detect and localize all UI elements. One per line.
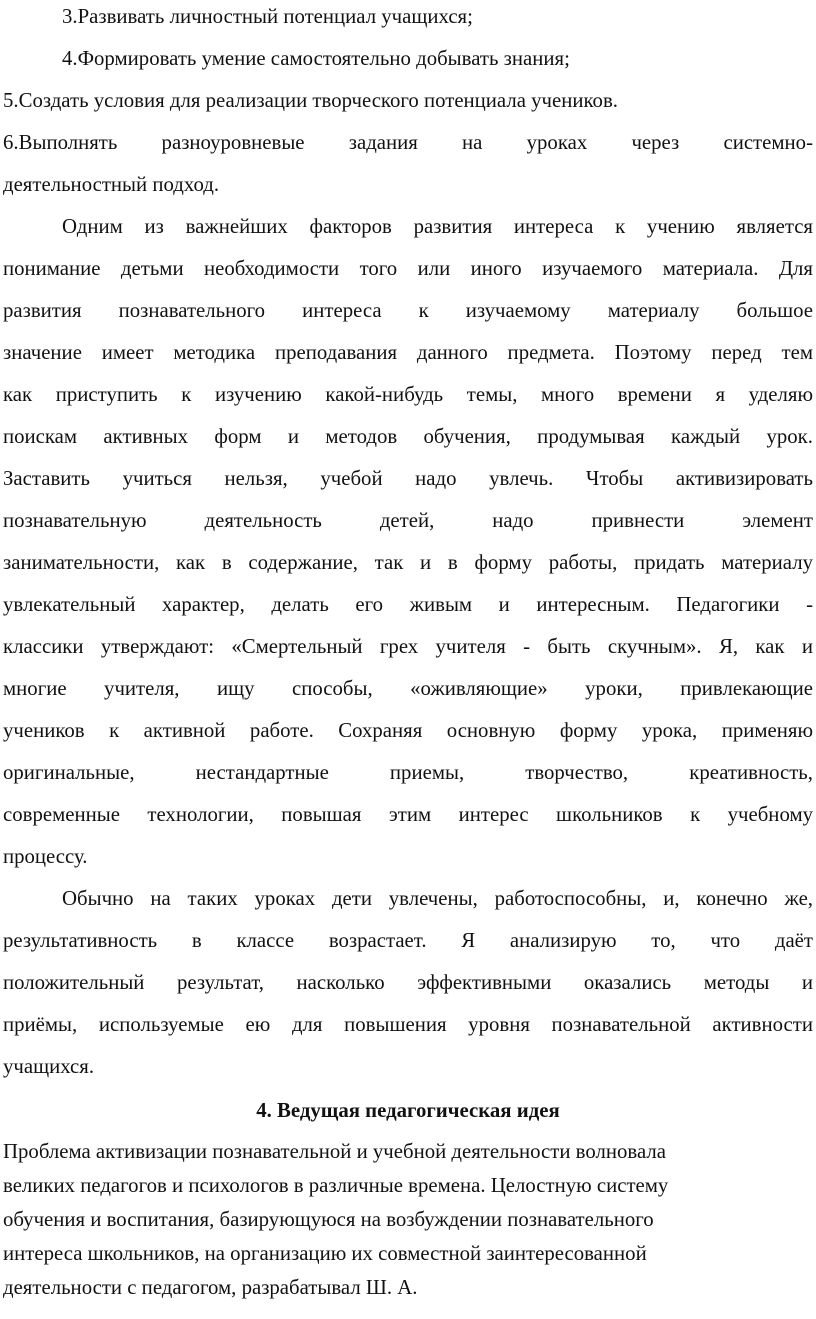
paragraph-1-line: познавательную деятельность детей, надо привнести элемент bbox=[3, 509, 813, 532]
paragraph-1-line: Одним из важнейших факторов развития интереса к учению является bbox=[62, 215, 813, 238]
paragraph-1-line: поискам активных форм и методов обучения, продумывая каждый урок. bbox=[3, 425, 813, 448]
paragraph-3-line: обучения и воспитания, базирующуюся на возбуждении познавательного bbox=[3, 1208, 654, 1231]
list-item-5: 5.Создать условия для реализации творческого потенциала учеников. bbox=[3, 89, 618, 112]
paragraph-3-line: Проблема активизации познавательной и учебной деятельности волновала bbox=[3, 1140, 666, 1163]
list-item-6: 6.Выполнять разноуровневые задания на уроках через системно- bbox=[3, 131, 813, 154]
paragraph-3-line: интереса школьников, на организацию их совместной заинтересованной bbox=[3, 1242, 647, 1265]
paragraph-2-line: положительный результат, насколько эффективными оказались методы и bbox=[3, 971, 813, 994]
paragraph-3-line: деятельности с педагогом, разрабатывал Ш. А. bbox=[3, 1276, 418, 1299]
paragraph-2-line: результативность в классе возрастает. Я анализирую то, что даёт bbox=[3, 929, 813, 952]
list-item-3: 3.Развивать личностный потенциал учащихся; bbox=[62, 5, 473, 28]
list-item-6-continuation: деятельностный подход. bbox=[3, 173, 220, 196]
paragraph-1-line: учеников к активной работе. Сохраняя основную форму урока, применяю bbox=[3, 719, 813, 742]
paragraph-1-line: как приступить к изучению какой-нибудь темы, много времени я уделяю bbox=[3, 383, 813, 406]
paragraph-2-line: приёмы, используемые ею для повышения уровня познавательной активности bbox=[3, 1013, 813, 1036]
paragraph-2-line: Обычно на таких уроках дети увлечены, работоспособны, и, конечно же, bbox=[62, 887, 813, 910]
paragraph-3-line: великих педагогов и психологов в различные времена. Целостную систему bbox=[3, 1174, 669, 1197]
paragraph-1-line: многие учителя, ищу способы, «оживляющие» уроки, привлекающие bbox=[3, 677, 813, 700]
paragraph-1-line: увлекательный характер, делать его живым и интересным. Педагогики - bbox=[3, 593, 813, 616]
paragraph-1-line: классики утверждают: «Смертельный грех учителя - быть скучным». Я, как и bbox=[3, 635, 813, 658]
paragraph-1-line: процессу. bbox=[3, 845, 88, 868]
paragraph-1-line: оригинальные, нестандартные приемы, творчество, креативность, bbox=[3, 761, 813, 784]
paragraph-1-line: понимание детьми необходимости того или иного изучаемого материала. Для bbox=[3, 257, 813, 280]
section-heading: 4. Ведущая педагогическая идея bbox=[256, 1099, 560, 1122]
paragraph-1-line: значение имеет методика преподавания данного предмета. Поэтому перед тем bbox=[3, 341, 813, 364]
paragraph-1-line: современные технологии, повышая этим интерес школьников к учебному bbox=[3, 803, 813, 826]
paragraph-1-line: Заставить учиться нельзя, учебой надо увлечь. Чтобы активизировать bbox=[3, 467, 813, 490]
paragraph-1-line: развития познавательного интереса к изучаемому материалу большое bbox=[3, 299, 813, 322]
list-item-4: 4.Формировать умение самостоятельно добывать знания; bbox=[62, 47, 570, 70]
paragraph-2-line: учащихся. bbox=[3, 1055, 95, 1078]
paragraph-1-line: занимательности, как в содержание, так и в форму работы, придать материалу bbox=[3, 551, 813, 574]
